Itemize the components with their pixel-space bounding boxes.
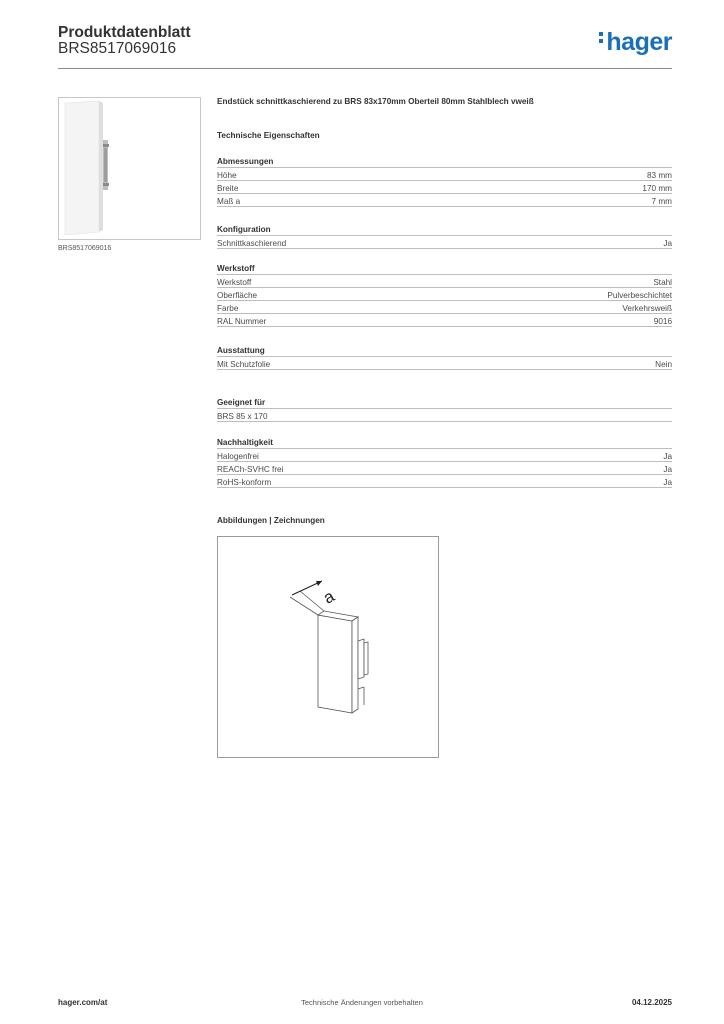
table-row [217, 194, 672, 207]
row-value: Stahl [653, 278, 672, 287]
product-photo [58, 97, 201, 240]
table-row [217, 357, 672, 370]
row-label: Höhe [217, 171, 237, 180]
tech-heading: Technische Eigenschaften [217, 131, 320, 140]
row-value: 7 mm [651, 197, 672, 206]
footer-notice: Technische Änderungen vorbehalten [301, 998, 423, 1007]
section-nachhaltigkeit [217, 437, 672, 488]
footer-date: 04.12.2025 [631, 998, 672, 1007]
row-label: Breite [217, 184, 239, 193]
table-row [217, 449, 672, 462]
row-value: 83 mm [646, 171, 672, 180]
table-row [217, 462, 672, 475]
section-title: Ausstattung [217, 345, 672, 357]
header-divider [58, 68, 672, 69]
table-row [217, 475, 672, 488]
row-label: RAL Nummer [217, 317, 267, 326]
row-value: Nein [655, 360, 672, 369]
section-title: Konfiguration [217, 224, 672, 236]
row-value: Pulverbeschichtet [607, 291, 672, 300]
technical-drawing [217, 536, 439, 758]
row-label: RoHS-konform [217, 478, 272, 487]
section-title: Geeignet für [217, 397, 672, 409]
logo-dots-icon [599, 32, 604, 46]
dimension-drawing-icon [218, 537, 438, 757]
logo-text: hager [606, 28, 672, 56]
row-value: 170 mm [642, 184, 672, 193]
row-label: Oberfläche [217, 291, 258, 300]
row-label: Werkstoff [217, 278, 252, 287]
row-label: Halogenfrei [217, 452, 259, 461]
table-row [217, 275, 672, 288]
section-werkstoff [217, 263, 672, 327]
row-label: Maß a [217, 197, 241, 206]
row-value: Ja [663, 452, 672, 461]
section-title: Werkstoff [217, 263, 672, 275]
row-value: Ja [663, 478, 672, 487]
row-value: Verkehrsweiß [622, 304, 672, 313]
hager-logo [599, 28, 672, 57]
section-title: Nachhaltigkeit [217, 437, 672, 449]
row-value: 9016 [653, 317, 672, 326]
drawings-title: Abbildungen | Zeichnungen [217, 516, 325, 525]
table-row [217, 409, 672, 422]
table-row [217, 168, 672, 181]
page-title: Produktdatenblatt [58, 24, 191, 41]
row-label: REACh-SVHC frei [217, 465, 284, 474]
product-description: Endstück schnittkaschierend zu BRS 83x170mm Oberteil 80mm Stahlblech vweiß [217, 97, 534, 106]
photo-caption: BRS8517069016 [58, 245, 112, 252]
row-label: Farbe [217, 304, 239, 313]
section-abmessungen [217, 156, 672, 207]
product-photo-icon [59, 98, 200, 239]
section-ausstattung [217, 345, 672, 370]
row-value: Ja [663, 239, 672, 248]
table-row [217, 181, 672, 194]
table-row [217, 301, 672, 314]
row-label: Mit Schutzfolie [217, 360, 271, 369]
section-geeignet [217, 397, 672, 422]
dimension-label: a [320, 586, 338, 608]
row-value: Ja [663, 465, 672, 474]
table-row [217, 288, 672, 301]
table-row [217, 236, 672, 249]
row-label: BRS 85 x 170 [217, 412, 268, 421]
article-number: BRS8517069016 [58, 40, 177, 57]
section-title: Abmessungen [217, 156, 672, 168]
footer-website: hager.com/at [58, 998, 108, 1007]
section-konfiguration [217, 224, 672, 249]
table-row [217, 314, 672, 327]
row-label: Schnittkaschierend [217, 239, 287, 248]
